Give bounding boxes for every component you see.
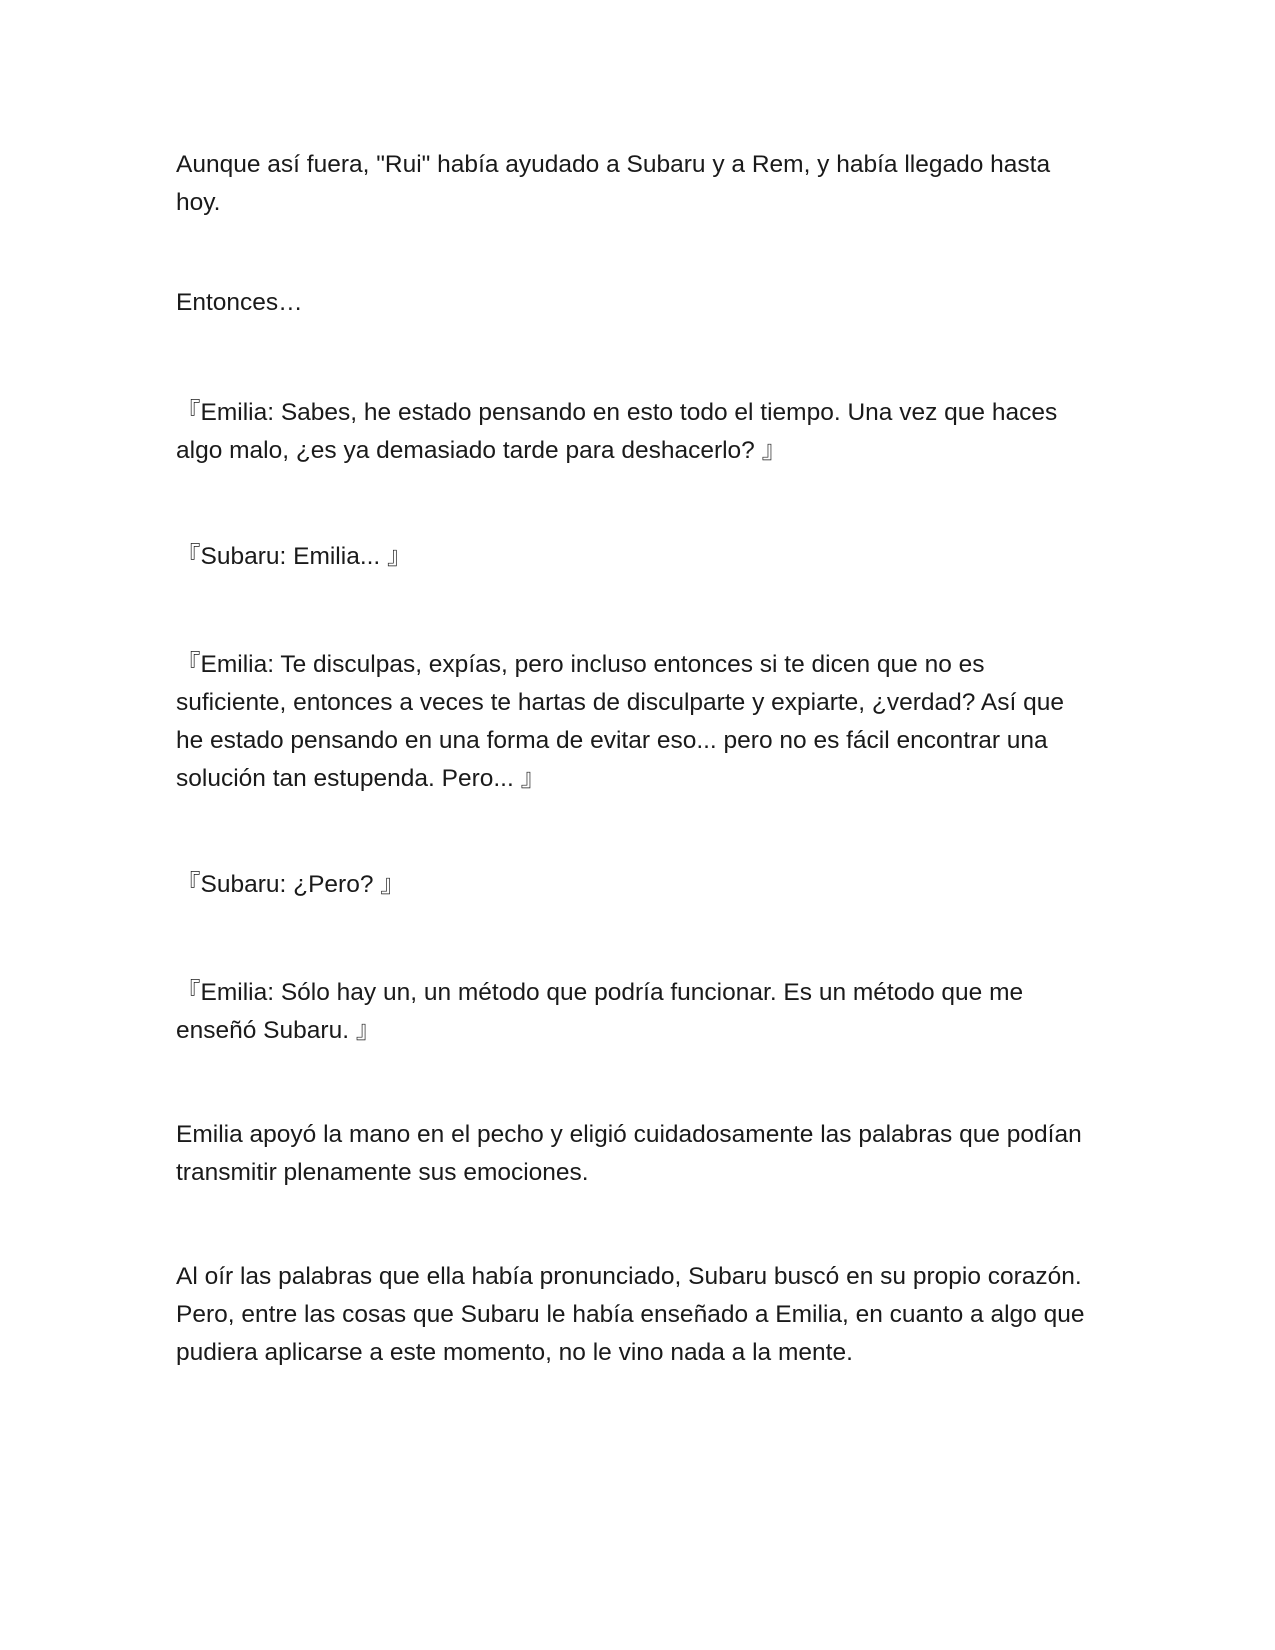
paragraph-subaru-heart: Al oír las palabras que ella había pronunciado, Subaru buscó en su propio corazón. Pero, entre las cosas que Subaru le había enseñado a Emilia, en cuanto a algo que pudiera aplicarse a este momento, no le vino nada a la mente.: [176, 1263, 1085, 1366]
dialogue-emilia-2: 『Emilia: Te disculpas, expías, pero incluso entonces si te dicen que no es suficiente, entonces a veces te hartas de disculparte y expiarte, ¿verdad? Así que he estado pensando en una forma de evitar eso... pero no es fácil encontrar una solución tan estupenda. Pero... 』: [176, 651, 1064, 792]
dialogue-subaru-1: 『Subaru: Emilia... 』: [176, 543, 412, 570]
paragraph-narration-rui: Aunque así fuera, "Rui" había ayudado a Subaru y a Rem, y había llegado hasta hoy.: [176, 151, 1051, 216]
dialogue-emilia-1: 『Emilia: Sabes, he estado pensando en esto todo el tiempo. Una vez que haces algo malo, ¿es ya demasiado tarde para deshacerlo? 』: [176, 399, 1058, 464]
dialogue-subaru-2: 『Subaru: ¿Pero? 』: [176, 871, 405, 898]
paragraph-emilia-chest: Emilia apoyó la mano en el pecho y eligió cuidadosamente las palabras que podían transmitir plenamente sus emociones.: [176, 1121, 1082, 1186]
paragraph-entonces: Entonces…: [176, 289, 303, 316]
dialogue-emilia-3: 『Emilia: Sólo hay un, un método que podría funcionar. Es un método que me enseñó Subaru. 』: [176, 979, 1024, 1044]
